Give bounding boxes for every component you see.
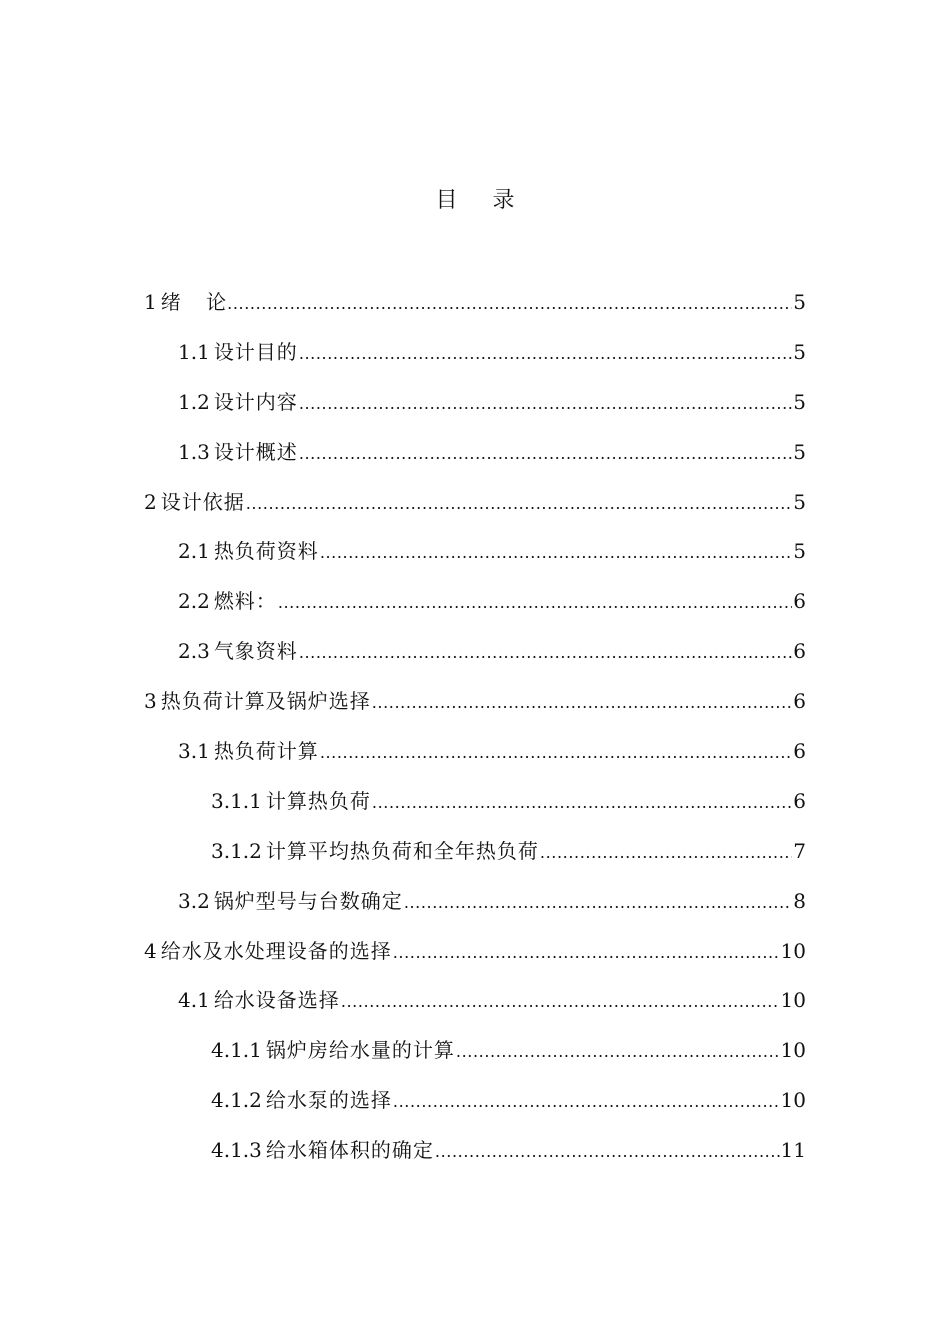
- entry-page: 5: [793, 389, 806, 414]
- entry-title: 设计内容: [213, 389, 298, 414]
- entry-title: 给水设备选择: [213, 988, 340, 1013]
- entry-number: 2.3: [178, 639, 210, 664]
- entry-page: 10: [780, 1088, 806, 1113]
- dot-leader: [278, 593, 792, 612]
- dot-leader: [320, 743, 792, 762]
- entry-title: 热负荷计算及锅炉选择: [160, 689, 371, 714]
- entry-page: 6: [793, 689, 806, 714]
- entry-page: 10: [780, 1038, 806, 1063]
- toc-entry[interactable]: [0, 386, 950, 436]
- entry-title: 热负荷资料: [213, 539, 319, 564]
- entry-page: 7: [793, 838, 806, 863]
- entry-number: 1: [144, 290, 157, 314]
- toc-entry[interactable]: [0, 286, 950, 336]
- entry-title: 计算平均热负荷和全年热负荷: [265, 838, 539, 863]
- dot-leader: [299, 643, 792, 662]
- dot-leader: [393, 943, 780, 962]
- toc-entry[interactable]: [0, 1084, 950, 1134]
- toc-entry[interactable]: [0, 935, 950, 985]
- entry-page: 6: [793, 639, 806, 664]
- toc-entry[interactable]: [0, 436, 950, 486]
- entry-page: 5: [793, 439, 806, 464]
- toc-entry[interactable]: [0, 535, 950, 585]
- entry-page: 5: [793, 290, 806, 314]
- entry-page: 5: [793, 539, 806, 564]
- entry-number: 1.3: [178, 439, 210, 464]
- entry-page: 5: [793, 339, 806, 364]
- dot-leader: [299, 444, 792, 463]
- entry-number: 4: [144, 938, 157, 963]
- entry-title: 气象资料: [213, 639, 298, 664]
- entry-number: 4.1.2: [211, 1088, 262, 1113]
- dot-leader: [393, 1092, 780, 1111]
- entry-number: 4.1: [178, 988, 210, 1013]
- entry-number: 3.1.2: [211, 838, 262, 863]
- entry-title: 给水泵的选择: [265, 1088, 392, 1113]
- toc-entry[interactable]: [0, 635, 950, 685]
- entry-page: 6: [793, 788, 806, 813]
- entry-number: 3.1.1: [211, 788, 262, 813]
- entry-number: 4.1.3: [211, 1138, 262, 1163]
- entry-title: 计算热负荷: [265, 788, 371, 813]
- entry-page: 11: [780, 1138, 806, 1163]
- entry-page: 10: [780, 988, 806, 1013]
- entry-number: 3.2: [178, 888, 210, 913]
- toc-entry[interactable]: [0, 885, 950, 935]
- entry-number: 2.2: [178, 589, 210, 614]
- toc-entry[interactable]: [0, 336, 950, 386]
- toc-entry[interactable]: [0, 835, 950, 885]
- dot-leader: [246, 494, 793, 513]
- toc-entry[interactable]: [0, 685, 950, 735]
- entry-number: 1.1: [178, 339, 210, 364]
- entry-page: 6: [793, 589, 806, 614]
- entry-title: 绪 论: [160, 290, 227, 314]
- dot-leader: [372, 793, 792, 812]
- entry-number: 1.2: [178, 389, 210, 414]
- dot-leader: [341, 992, 780, 1011]
- entry-page: 8: [793, 888, 806, 913]
- entry-title: 锅炉房给水量的计算: [265, 1038, 455, 1063]
- entry-page: 5: [793, 489, 806, 514]
- dot-leader: [456, 1042, 780, 1061]
- entry-title: 设计目的: [213, 339, 298, 364]
- toc-entry[interactable]: [0, 785, 950, 835]
- dot-leader: [299, 394, 792, 413]
- toc-entry[interactable]: [0, 1134, 950, 1184]
- entry-number: 2.1: [178, 539, 210, 564]
- entry-title: 给水及水处理设备的选择: [160, 938, 392, 963]
- dot-leader: [227, 294, 792, 313]
- entry-title: 设计依据: [160, 489, 245, 514]
- entry-title: 给水箱体积的确定: [265, 1138, 434, 1163]
- entry-number: 3: [144, 689, 157, 714]
- dot-leader: [320, 543, 792, 562]
- toc-entry[interactable]: [0, 1034, 950, 1084]
- toc-list: [0, 286, 950, 1184]
- toc-entry[interactable]: [0, 984, 950, 1034]
- dot-leader: [372, 693, 793, 712]
- toc-entry[interactable]: [0, 585, 950, 635]
- entry-number: 4.1.1: [211, 1038, 262, 1063]
- dot-leader: [404, 893, 792, 912]
- dot-leader: [435, 1142, 780, 1161]
- toc-entry[interactable]: [0, 486, 950, 536]
- toc-entry[interactable]: [0, 735, 950, 785]
- entry-number: 2: [144, 489, 157, 514]
- dot-leader: [540, 843, 792, 862]
- dot-leader: [299, 344, 792, 363]
- entry-title: 设计概述: [213, 439, 298, 464]
- entry-title: 锅炉型号与台数确定: [213, 888, 403, 913]
- entry-number: 3.1: [178, 739, 210, 764]
- entry-page: 6: [793, 739, 806, 764]
- entry-title: 热负荷计算: [213, 739, 319, 764]
- entry-page: 10: [780, 938, 806, 963]
- toc-title: 目 录: [435, 188, 529, 213]
- entry-title: 燃料：: [213, 589, 277, 614]
